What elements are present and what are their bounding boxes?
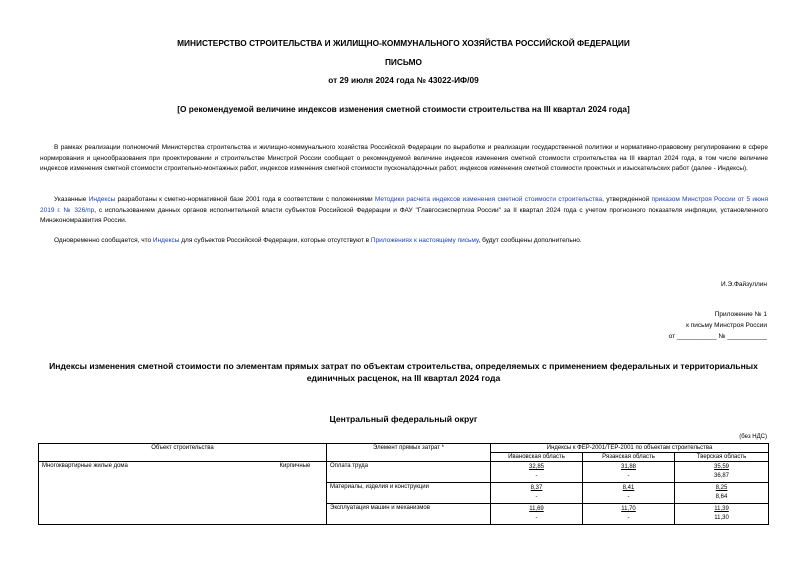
cell-value <box>583 504 675 525</box>
value-main: 11,39 <box>714 506 729 512</box>
cell-material: Кирпичные <box>277 462 327 525</box>
table-row <box>39 462 769 483</box>
p3-text-b: для субъектов Российской Федерации, которые отсутствуют в <box>181 237 370 244</box>
value-sub: - <box>627 515 630 521</box>
cell-value <box>491 504 583 525</box>
cell-value <box>583 483 675 504</box>
link-appendices[interactable]: Приложениях к настоящему письму <box>370 237 479 244</box>
header-object: Объект строительства <box>39 444 327 462</box>
link-order[interactable]: приказом Минстроя России от 5 июня 2019 г. № 326/пр <box>40 196 768 214</box>
cell-value <box>491 462 583 483</box>
value-main: 8,37 <box>530 485 543 491</box>
value-main: 35,59 <box>714 464 730 470</box>
link-methodology[interactable]: Методики расчета индексов изменения сметной стоимости строительства <box>374 196 603 203</box>
value-sub: - <box>627 494 630 500</box>
value-sub: 11,30 <box>714 515 729 521</box>
value-main: 32,85 <box>528 464 544 470</box>
cell-element: Материалы, изделия и конструкции <box>327 483 491 504</box>
cell-value <box>491 483 583 504</box>
cell-value <box>675 483 769 504</box>
header-element <box>327 444 491 462</box>
value-main: 31,88 <box>620 464 636 470</box>
header-element-label: Элемент прямых затрат <box>372 445 440 451</box>
value-sub: 36,87 <box>714 473 730 479</box>
value-main: 8,41 <box>622 485 635 491</box>
cell-element: Эксплуатация машин и механизмов <box>327 504 491 525</box>
value-main: 11,69 <box>529 506 544 512</box>
header-region-tver: Тверская область <box>675 453 769 462</box>
appendix-title: Индексы изменения сметной стоимости по элементам прямых затрат по объектам строительства, определяемых с применением федеральных и территориальных единичных расценок, на III квартал 2024 года <box>49 361 758 383</box>
header-indices: Индексы к ФЕР-2001/ТЕР-2001 по объектам строительства <box>491 444 769 453</box>
link-indices[interactable]: Индексы <box>88 196 116 203</box>
p2-text-a: Указанные <box>54 196 87 203</box>
appendix-line-1: Приложение № 1 <box>714 311 767 318</box>
value-sub: - <box>535 515 538 521</box>
cell-value <box>675 462 769 483</box>
appendix-line-3: от ___________ № ___________ <box>668 333 767 340</box>
value-sub: - <box>627 473 630 479</box>
p2-text-d: , с использованием данных органов исполнительной власти субъектов Российской Федерации и ФАУ "Главгосэкспертиза России" за II квартал 2024 года с учетом прогнозного показателя инфляции, установленного Минэкономразвития России. <box>40 206 768 224</box>
p2-text-c: , утвержденной <box>602 196 650 203</box>
cell-element: Оплата труда <box>327 462 491 483</box>
cell-value <box>675 504 769 525</box>
p3-text-a: Одновременно сообщается, что <box>54 237 152 244</box>
paragraph-1: В рамках реализации полномочий Министерства строительства и жилищно-коммунального хозяйства Российской Федерации по выработке и реализации государственной политики и нормативно-правовому регулированию в сфере нормирования и ценообразования при проектировании и строительстве Минстрой России сообщает о рекомендуемой величине индексов изменения сметной стоимости строительства на III квартал 2024 года, в том числе величине индексов изменения сметной стоимости строительно-монтажных работ, индексов изменения сметной стоимости пусконаладочных работ, индексов изменения сметной стоимости проектных и изыскательских работ (далее - Индексы). <box>40 144 768 172</box>
value-main: 11,70 <box>621 506 636 512</box>
date-number: от 29 июля 2024 года № 43022-ИФ/09 <box>328 75 479 85</box>
header-region-ivanovo: Ивановская область <box>491 453 583 462</box>
paragraph-3 <box>40 236 768 247</box>
district-title: Центральный федеральный округ <box>329 414 478 424</box>
letter-subject: [О рекомендуемой величине индексов изменения сметной стоимости строительства на III квартал 2024 года] <box>177 104 630 114</box>
indices-table <box>38 443 769 525</box>
header-region-ryazan: Рязанская область <box>583 453 675 462</box>
cell-object: Многоквартирные жилые дома <box>39 462 277 525</box>
p2-text-b: разработаны к сметно-нормативной базе 2001 года в соответствии с положениями <box>117 196 373 203</box>
ministry-title: МИНИСТЕРСТВО СТРОИТЕЛЬСТВА И ЖИЛИЩНО-КОММУНАЛЬНОГО ХОЗЯЙСТВА РОССИЙСКОЙ ФЕДЕРАЦИИ <box>177 38 630 48</box>
value-sub: - <box>535 494 538 500</box>
p3-text-c: , будут сообщены дополнительно. <box>478 237 582 244</box>
header-element-note: * <box>441 445 445 451</box>
value-sub: 8,64 <box>715 494 728 500</box>
paragraph-2 <box>40 195 768 227</box>
link-indices-2[interactable]: Индексы <box>152 237 180 244</box>
value-sub: - <box>535 473 538 479</box>
appendix-line-2: к письму Минстроя России <box>686 322 767 329</box>
vat-note: (без НДС) <box>739 434 767 440</box>
cell-value <box>583 462 675 483</box>
doc-type: ПИСЬМО <box>384 57 423 67</box>
signature: И.Э.Файзуллин <box>721 281 767 288</box>
value-main: 8,25 <box>715 485 728 491</box>
